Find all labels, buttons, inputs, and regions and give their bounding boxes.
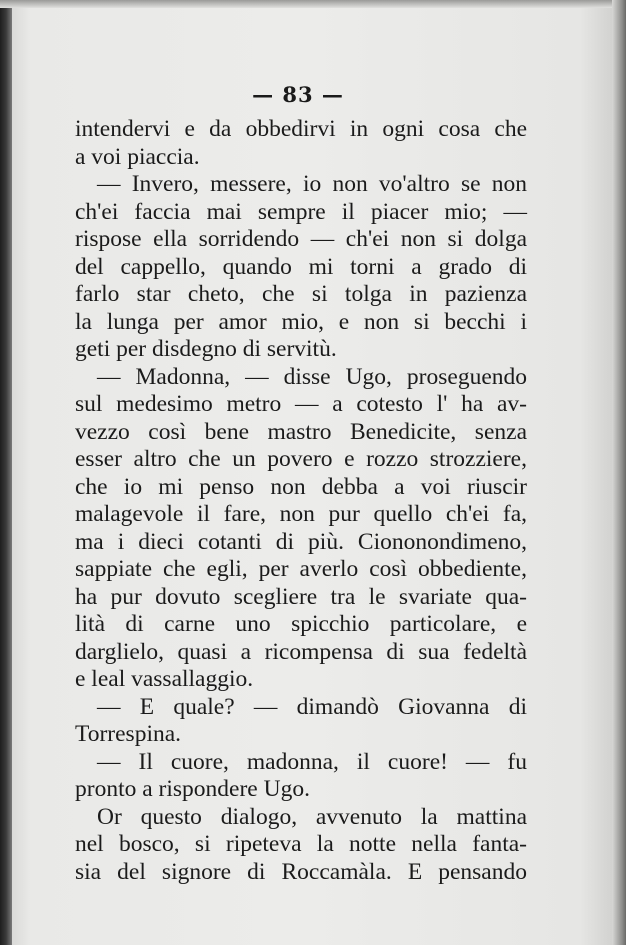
text-line: geti per disdegno di servitù. [75,336,337,362]
body-text [75,116,527,886]
text-line: lità di carne uno spicchio particolare, e [75,611,527,637]
text-line: — E quale? — dimandò Giovanna di [97,693,527,720]
text-line: vezzo così bene mastro Benedicite, senza [75,418,527,445]
text-line: rispose ella sorridendo — ch'ei non si dolga [75,226,527,252]
text-line: intendervi e da obbedirvi in ogni cosa che [75,116,527,142]
page-number: — 83 — [252,82,344,107]
text-line: esser altro che un povero e rozzo strozziere, [75,446,527,472]
text-line: — Il cuore, madonna, il cuore! — fu [97,748,527,775]
text-line: — Madonna, — disse Ugo, proseguendo [97,363,527,390]
text-line: ma i dieci cotanti di più. Ciononondimeno, [75,528,527,555]
text-line: ha pur dovuto scegliere tra le svariate qua- [75,583,527,610]
text-line: del cappello, quando mi torni a grado di [75,253,527,280]
text-line: malagevole il fare, non pur quello ch'ei fa, [75,501,527,527]
text-line: nel bosco, si ripeteva la notte nella fanta- [75,831,527,857]
page-right-edge [612,0,626,945]
text-line: che io mi penso non debba a voi riuscir [75,473,527,500]
text-line: sul medesimo metro — a cotesto l' ha av- [75,391,527,417]
text-line: Or questo dialogo, avvenuto la mattina [97,803,527,830]
text-line: pronto a rispondere Ugo. [75,776,310,802]
text-line: sappiate che egli, per averlo così obbediente, [75,556,527,582]
text-line: sia del signore di Roccamàla. E pensando [75,858,527,885]
text-line: — Invero, messere, io non vo'altro se non [97,171,527,197]
page-top-edge [0,0,626,8]
text-line: la lunga per amor mio, e non si becchi i [75,308,527,335]
text-line: darglielo, quasi a ricompensa di sua fedeltà [75,638,527,665]
text-line: ch'ei faccia mai sempre il piacer mio; — [75,198,527,225]
text-line: Torrespina. [75,721,182,747]
text-line: a voi piaccia. [75,143,200,170]
text-line: farlo star cheto, che si tolga in pazienza [75,281,527,307]
book-spine-shadow [0,0,12,945]
text-line: e leal vassallaggio. [75,666,254,692]
